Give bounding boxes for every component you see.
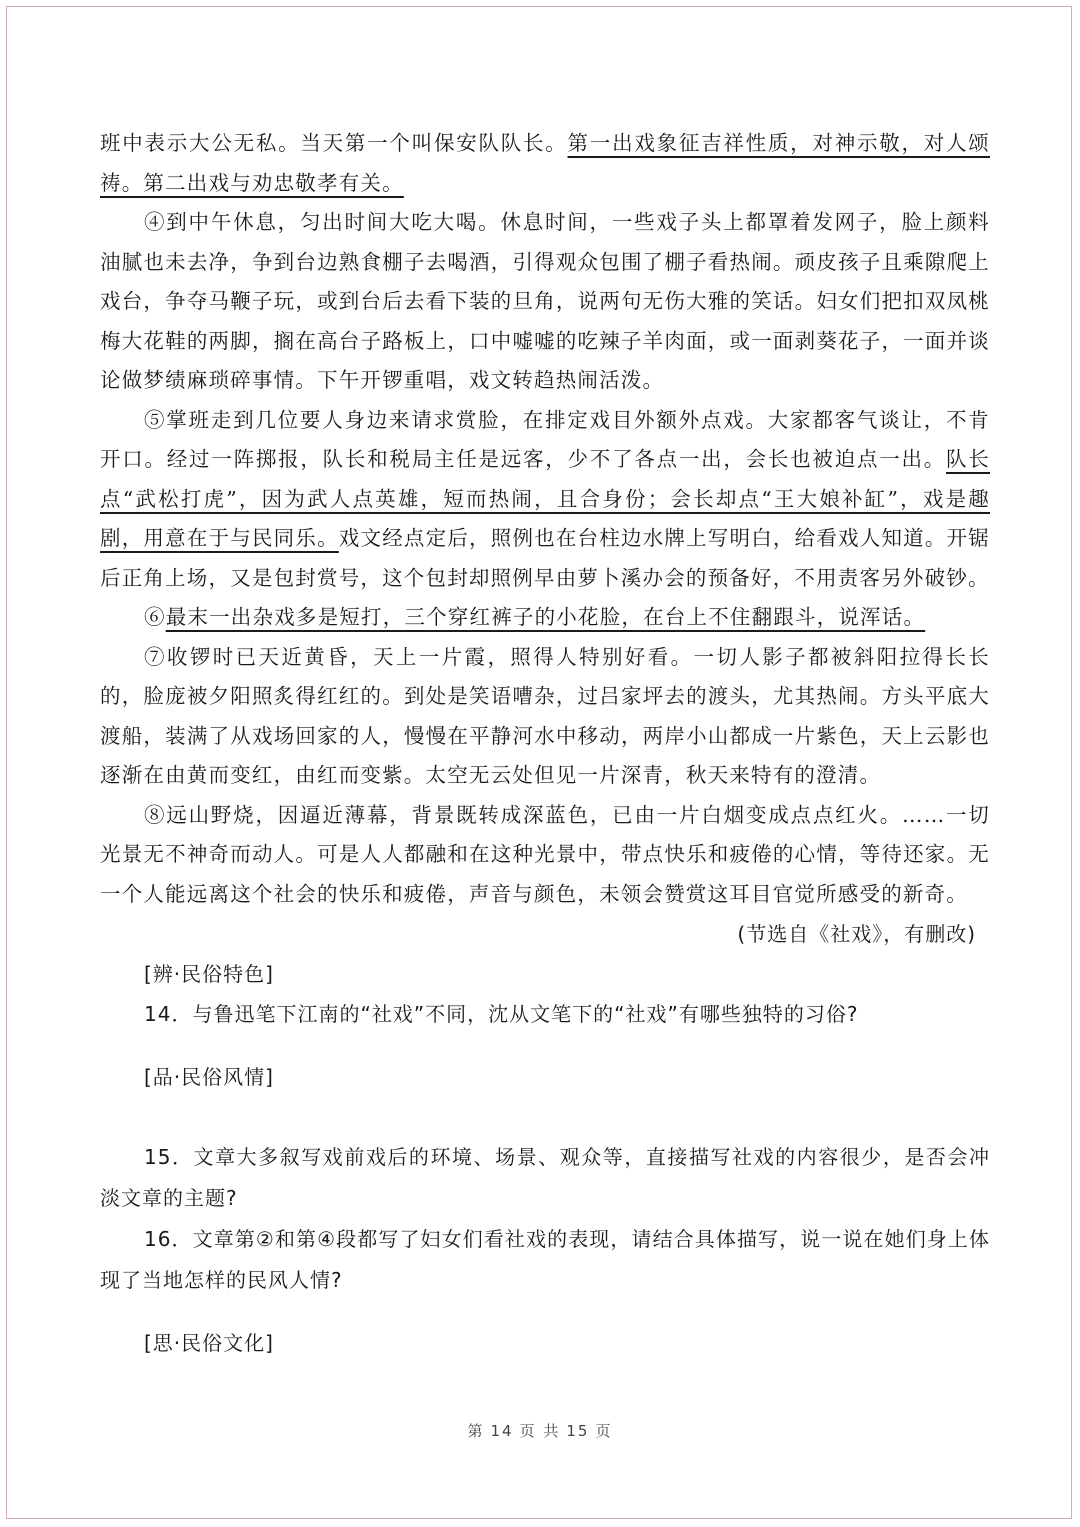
answer-space — [100, 1035, 990, 1057]
passage-paragraph-6 — [100, 598, 990, 638]
question-15: 15．文章大多叙写戏前戏后的环境、场景、观众等，直接描写社戏的内容很少，是否会冲淡文章的主题? — [100, 1145, 990, 1210]
section-label-appreciate: [品·民俗风情] — [144, 1065, 274, 1089]
answer-space — [100, 1301, 990, 1323]
intro-text: 班中表示大公无私。当天第一个叫保安队队长。 — [100, 131, 568, 155]
page-total: 15 — [566, 1422, 590, 1440]
page-footer — [0, 1420, 1080, 1441]
passage-paragraph-5 — [100, 401, 990, 599]
p6-underlined-text: 最末一出杂戏多是短打，三个穿红裤子的小花脸，在台上不住翻跟斗，说浑话。 — [165, 605, 926, 629]
question-16: 16．文章第②和第④段都写了妇女们看社戏的表现，请结合具体描写，说一说在她们身上体现了当地怎样的民风人情? — [100, 1227, 990, 1292]
footer-suffix: 页 — [595, 1422, 613, 1440]
section-label-reflect: [思·民俗文化] — [144, 1331, 274, 1355]
footer-middle: 页 共 — [519, 1422, 561, 1440]
p5-text-a: ⑤掌班走到几位要人身边来请求赏脸，在排定戏目外额外点戏。大家都客气谈让，不肯开口。经过一阵掷报，队长和税局主任是远客，少不了各点一出，会长也被迫点一出。 — [100, 407, 990, 471]
passage-paragraph-7: ⑦收锣时已天近黄昏，天上一片霞，照得人特别好看。一切人影子都被斜阳拉得长长的，脸庞被夕阳照炙得红红的。到处是笑语嘈杂，过吕家坪去的渡头，尤其热闹。方头平底大渡船，装满了从戏场回家的人，慢慢在平静河水中移动，两岸小山都成一片紫色，天上云影也逐渐在由黄而变红，由红而变紫。太空无云处但见一片深青，秋天来特有的澄清。 — [100, 644, 990, 787]
footer-prefix: 第 — [467, 1422, 485, 1440]
section-label-distinguish: [辨·民俗特色] — [144, 962, 274, 986]
answer-space — [100, 1097, 990, 1137]
document-content — [100, 124, 990, 1363]
p5-text-c: 戏文经点定后，照例也在台柱边水牌上写明白，给看戏人知道。开锯后正角上场，又是包封赏号，这个包封却照例早由萝卜溪办会的预备好，不用责客另外破钞。 — [100, 526, 990, 590]
question-14: 14．与鲁迅笔下江南的“社戏”不同，沈从文笔下的“社戏”有哪些独特的习俗? — [144, 1002, 859, 1026]
passage-paragraph-3-end — [100, 124, 990, 203]
passage-paragraph-8: ⑧远山野烧，因逼近薄幕，背景既转成深蓝色，已由一片白烟变成点点红火。……一切光景无不神奇而动人。可是人人都融和在这种光景中，带点快乐和疲倦的心情，等待还家。无一个人能远离这个社会的快乐和疲倦，声音与颜色，未领会赞赏这耳目官觉所感受的新奇。 — [100, 802, 990, 906]
p5-underlined-text: 队长点“武松打虎”，因为武人点英雄，短而热闹，且合身份；会长却点“王大娘补缸”，戏是趣剧，用意在于与民同乐。 — [100, 447, 990, 550]
intro-underlined-text: 第一出戏象征吉祥性质，对神示敬，对人颂祷。第二出戏与劝忠敬孝有关。 — [100, 131, 990, 195]
passage-source: (节选自《社戏》，有删改) — [737, 922, 976, 946]
passage-paragraph-4: ④到中午休息，匀出时间大吃大喝。休息时间，一些戏子头上都罩着发网子，脸上颜料油腻也未去净，争到台边熟食棚子去喝酒，引得观众包围了棚子看热闹。顽皮孩子且乘隙爬上戏台，争夺马鞭子玩，或到台后去看下装的旦角，说两句无伤大雅的笑话。妇女们把扣双凤桃梅大花鞋的两脚，搁在高台子路板上，口中嘘嘘的吃辣子羊肉面，或一面剥葵花子，一面并谈论做梦绩麻琐碎事情。下午开锣重唱，戏文转趋热闹活泼。 — [100, 210, 990, 392]
p6-number: ⑥ — [144, 605, 166, 629]
page-number: 14 — [490, 1422, 514, 1440]
